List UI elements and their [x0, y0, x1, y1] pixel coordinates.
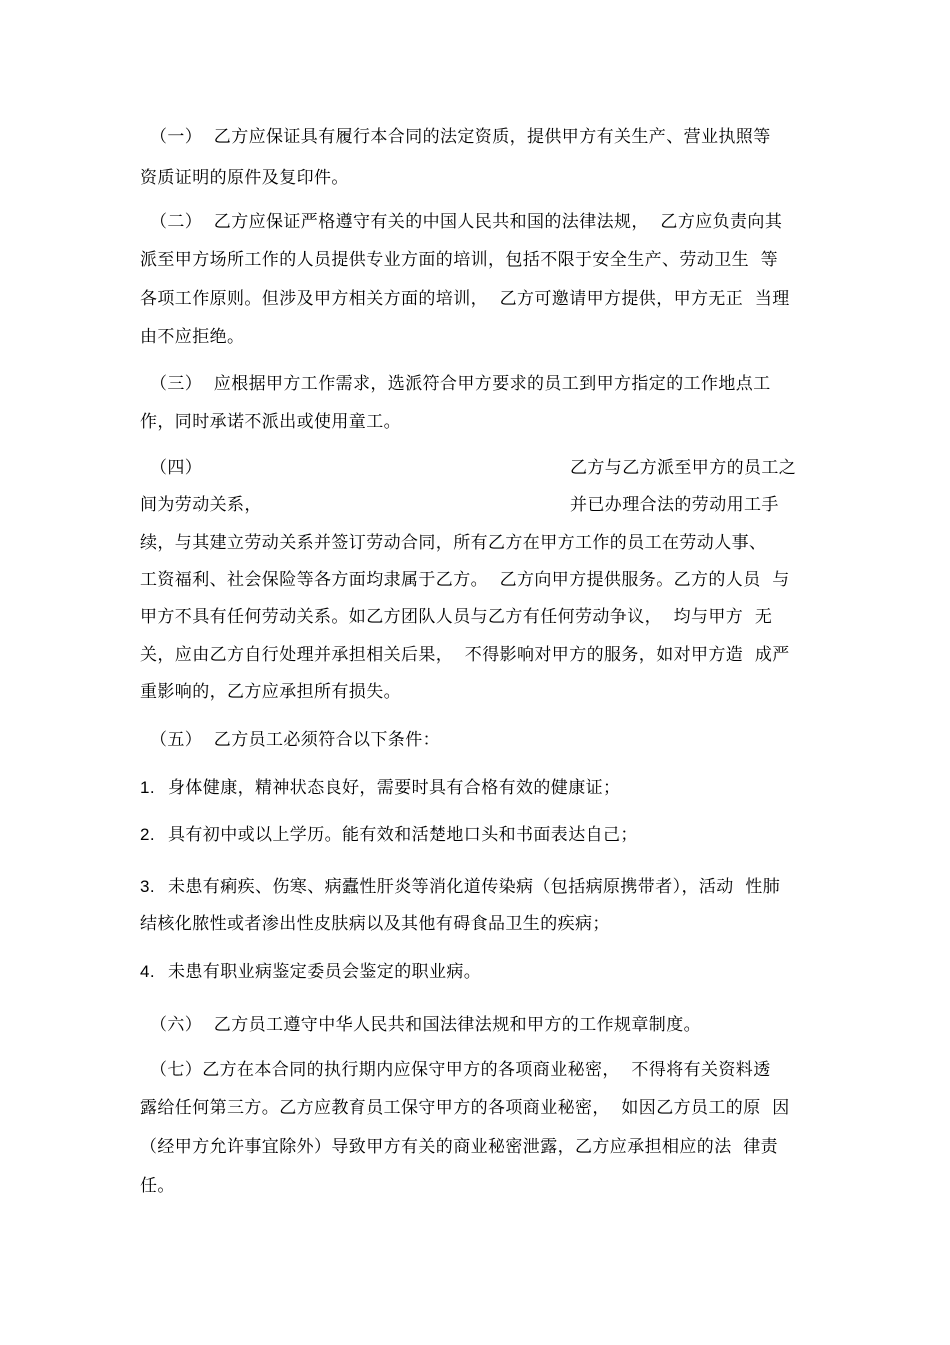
- clause-6-line-1: （六） 乙方员工遵守中华人民共和国法律法规和甲方的工作规章制度。: [150, 1015, 702, 1035]
- list-item-text: 未患有职业病鉴定委员会鉴定的职业病。: [168, 962, 482, 982]
- clause-4-line-5: 甲方不具有任何劳动关系。如乙方团队人员与乙方有任何劳动争议， 均与甲方 无: [140, 607, 773, 627]
- clause-7-line-3: （经甲方允许事宜除外）导致甲方有关的商业秘密泄露，乙方应承担相应的法 律责: [140, 1137, 779, 1157]
- clause-7-line-2: 露给任何第三方。乙方应教育员工保守甲方的各项商业秘密， 如因乙方员工的原 因: [140, 1098, 790, 1118]
- clause-4-line-2-right: 并已办理合法的劳动用工手: [570, 495, 779, 515]
- clause-7-line-1: （七）乙方在本合同的执行期内应保守甲方的各项商业秘密， 不得将有关资料透: [150, 1060, 771, 1080]
- clause-4-line-6: 关，应由乙方自行处理并承担相关后果， 不得影响对甲方的服务，如对甲方造 成严: [140, 645, 790, 665]
- list-item-number: 3.: [140, 877, 155, 896]
- clause-2-line-2: 派至甲方场所工作的人员提供专业方面的培训，包括不限于安全生产、劳动卫生 等: [140, 250, 779, 270]
- clause-1-line-2: 资质证明的原件及复印件。: [140, 168, 349, 188]
- clause-2-line-4: 由不应拒绝。: [140, 327, 245, 347]
- clause-4-line-2-left: 间为劳动关系，: [140, 495, 262, 515]
- list-item-text: 未患有痢疾、伤寒、病蠹性肝炎等消化道传染病（包括病原携带者），活动 性肺: [168, 877, 781, 897]
- clause-7-line-4: 任。: [140, 1176, 175, 1196]
- clause-4-line-1-left: （四）: [150, 458, 203, 478]
- clause-1-line-1: （一） 乙方应保证具有履行本合同的法定资质，提供甲方有关生产、营业执照等: [150, 127, 771, 147]
- list-item-number: 2.: [140, 825, 155, 844]
- clause-2-line-3: 各项工作原则。但涉及甲方相关方面的培训， 乙方可邀请甲方提供，甲方无正 当理: [140, 289, 790, 309]
- clause-3-line-2: 作，同时承诺不派出或使用童工。: [140, 412, 401, 432]
- clause-2-line-1: （二） 乙方应保证严格遵守有关的中国人民共和国的法律法规， 乙方应负责向其: [150, 212, 783, 232]
- list-item-number: 4.: [140, 962, 155, 981]
- clause-4-line-4: 工资福利、社会保险等各方面均隶属于乙方。 乙方向甲方提供服务。乙方的人员 与: [140, 570, 790, 590]
- list-item-text-continued: 结核化脓性或者渗出性皮肤病以及其他有碍食品卫生的疾病；: [140, 914, 610, 934]
- list-item-text: 身体健康，精神状态良好，需要时具有合格有效的健康证；: [168, 778, 621, 798]
- clause-4-line-3: 续，与其建立劳动关系并签订劳动合同，所有乙方在甲方工作的员工在劳动人事、: [140, 533, 767, 553]
- clause-4-line-1-right: 乙方与乙方派至甲方的员工之: [570, 458, 797, 478]
- clause-4-line-7: 重影响的，乙方应承担所有损失。: [140, 682, 401, 702]
- list-item-number: 1.: [140, 778, 155, 797]
- clause-5-line-1: （五） 乙方员工必须符合以下条件：: [150, 730, 441, 750]
- clause-3-line-1: （三） 应根据甲方工作需求，选派符合甲方要求的员工到甲方指定的工作地点工: [150, 374, 771, 394]
- list-item-text: 具有初中或以上学历。能有效和活楚地口头和书面表达自己；: [168, 825, 638, 845]
